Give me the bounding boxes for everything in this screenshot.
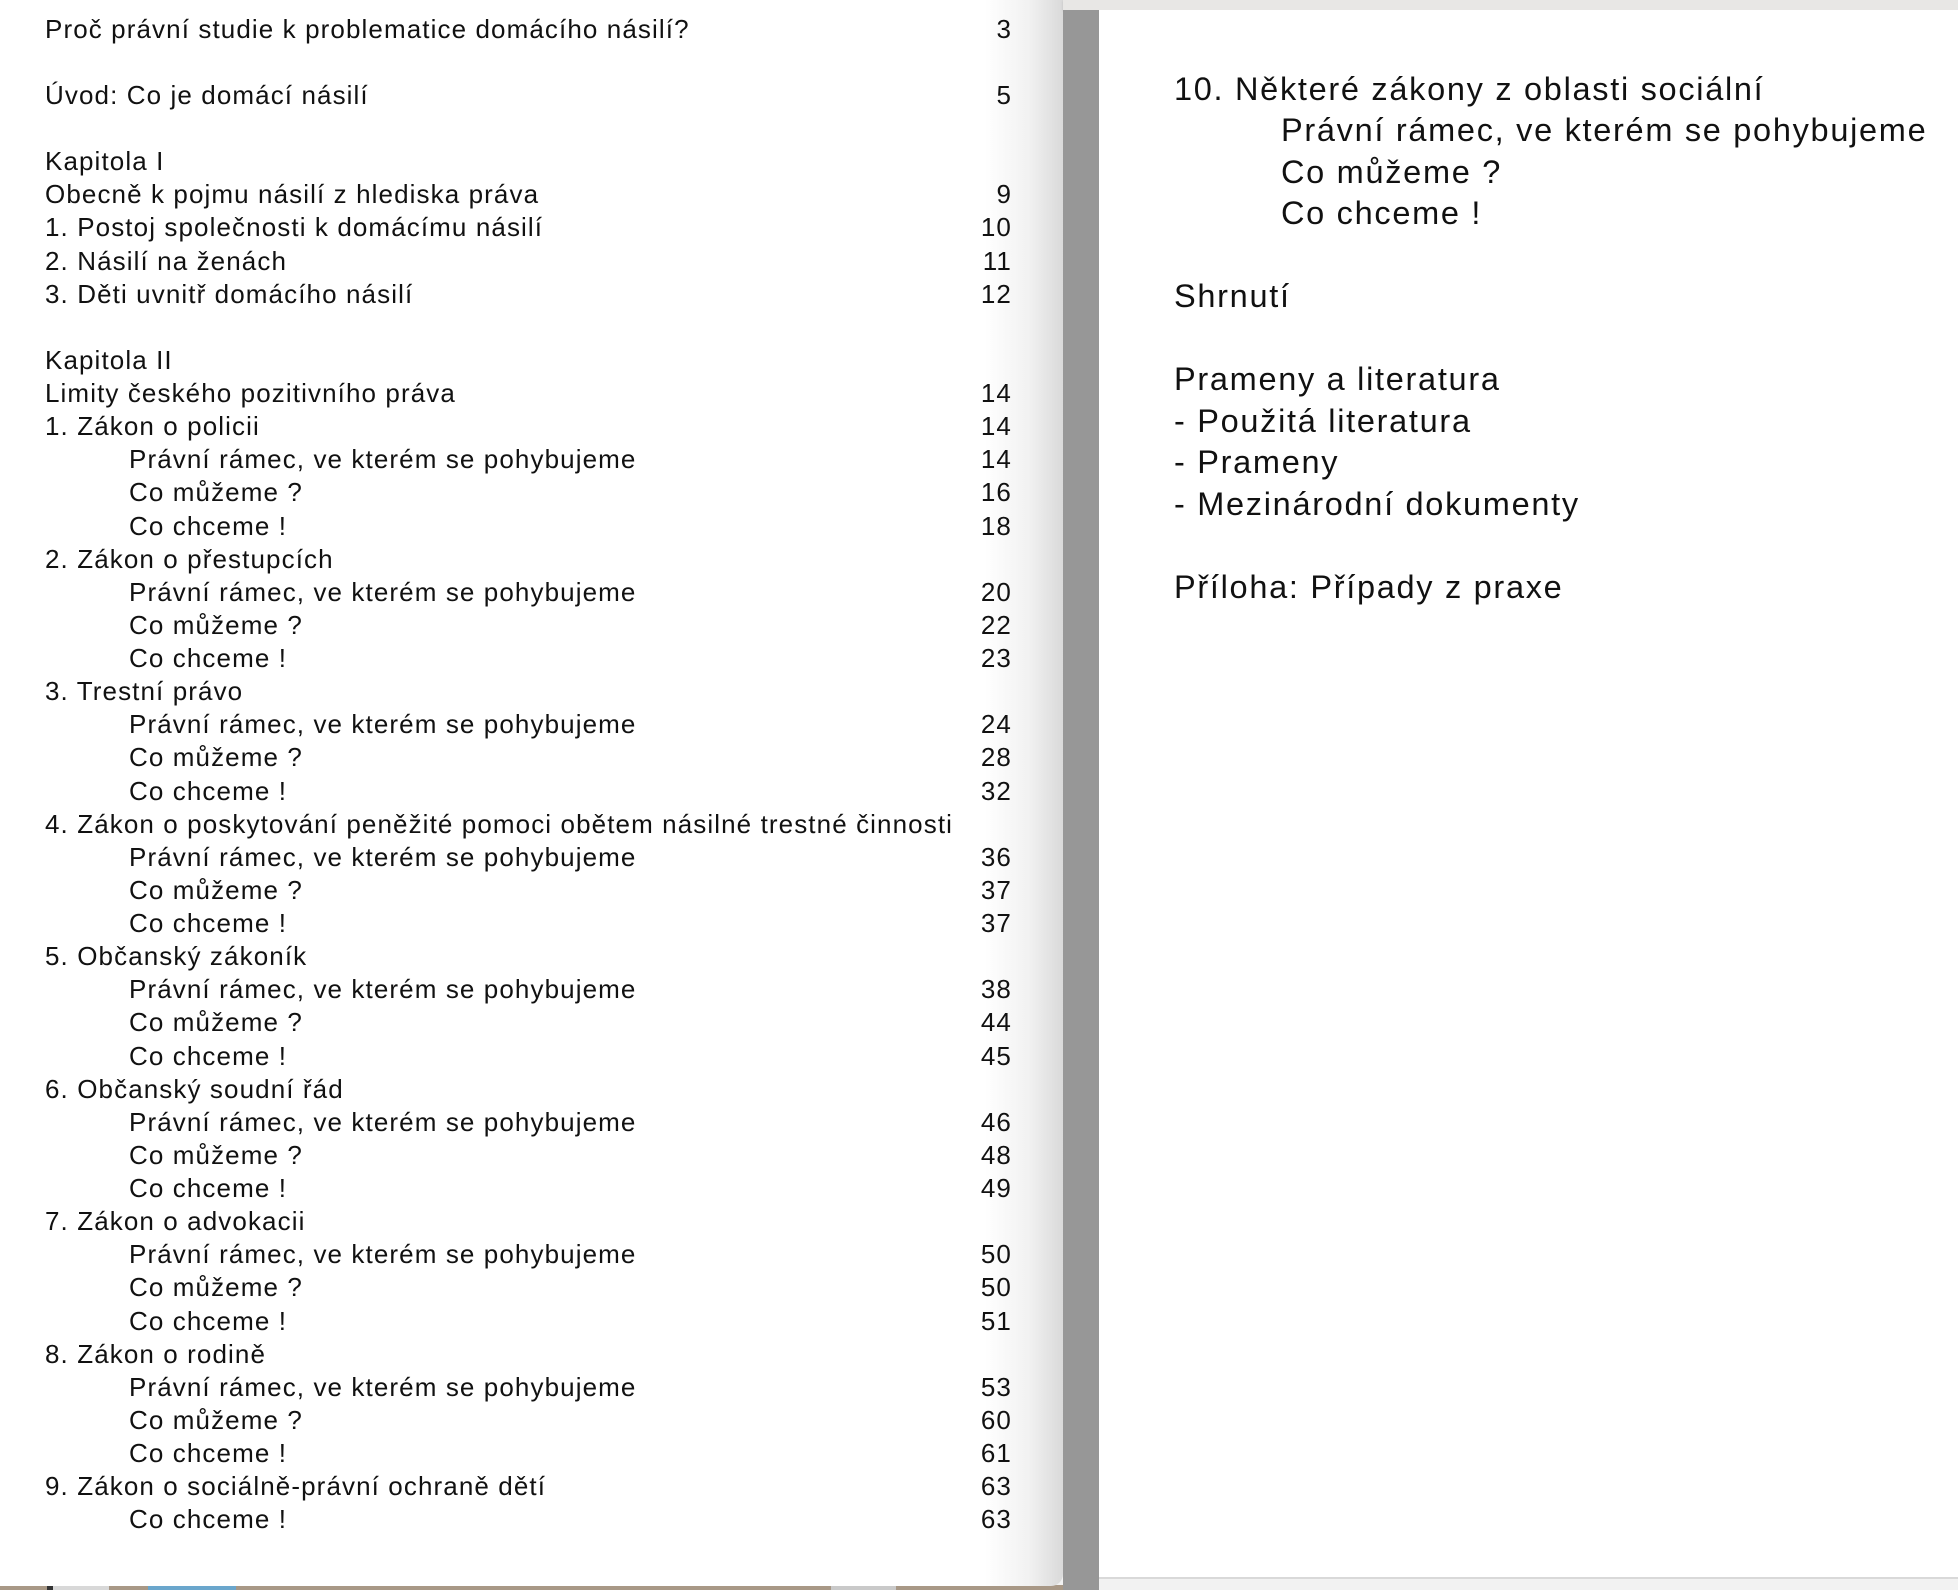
toc-subentry (45, 874, 1012, 907)
toc-page-number: 14 (980, 411, 1012, 442)
toc-entry-title: Co můžeme ? (129, 477, 303, 508)
toc-entry (45, 145, 1012, 178)
toc-page-number: 50 (980, 1272, 1012, 1303)
toc-subentry (45, 741, 1012, 774)
toc-entry-title: Co chceme ! (1281, 195, 1483, 231)
toc-entry-title: Právní rámec, ve kterém se pohybujeme (129, 709, 637, 740)
toc-entry-title: Limity českého pozitivního práva (45, 378, 456, 409)
toc-entry-title: Co můžeme ? (129, 609, 303, 640)
toc-entry (1174, 276, 1958, 318)
toc-subentry (45, 973, 1012, 1006)
toc-page-number: 28 (980, 742, 1012, 773)
toc-entry-title: 2. Zákon o přestupcích (45, 543, 334, 574)
toc-page-number: 63 (980, 1504, 1012, 1535)
toc-section (1174, 567, 1958, 609)
toc-subentry (45, 1172, 1012, 1205)
toc-entry-title: Co chceme ! (129, 1438, 288, 1469)
toc-page-number: 12 (980, 278, 1012, 309)
toc-entry-title: Právní rámec, ve kterém se pohybujeme (129, 841, 637, 872)
toc-subentry (45, 609, 1012, 642)
toc-subentry (45, 576, 1012, 609)
table-of-contents-left (45, 13, 1012, 1537)
toc-page-number: 51 (980, 1305, 1012, 1336)
toc-entry (1174, 567, 1958, 609)
toc-entry-title: Právní rámec, ve kterém se pohybujeme (129, 576, 637, 607)
toc-entry-title: - Použitá literatura (1174, 402, 1472, 439)
toc-entry-title: Co chceme ! (129, 775, 288, 806)
toc-entry-title: Co můžeme ? (129, 1404, 303, 1435)
toc-page-number: 10 (980, 212, 1012, 243)
toc-page-number: 11 (982, 245, 1012, 276)
toc-entry (45, 1205, 1012, 1238)
toc-page-number: 38 (980, 974, 1012, 1005)
toc-page-number: 24 (980, 709, 1012, 740)
toc-entry (45, 1338, 1012, 1371)
toc-entry-title: Co můžeme ? (129, 742, 303, 773)
toc-page-number: 23 (980, 643, 1012, 674)
toc-entry-title: 1. Zákon o policii (45, 411, 260, 442)
toc-entry-title: Co můžeme ? (129, 1272, 303, 1303)
toc-entry-title: Prameny a literatura (1174, 361, 1501, 397)
toc-entry-title: Co můžeme ? (129, 874, 303, 905)
toc-subentry (45, 443, 1012, 476)
toc-entry (45, 543, 1012, 576)
toc-section (45, 13, 1012, 46)
toc-entry (1174, 442, 1958, 484)
toc-page-number: 60 (980, 1404, 1012, 1435)
toc-subentry (45, 775, 1012, 808)
toc-entry (45, 410, 1012, 443)
toc-entry-title: Co můžeme ? (1281, 153, 1502, 190)
toc-subentry (1174, 152, 1958, 194)
toc-page-number: 14 (980, 444, 1012, 475)
toc-entry-title: - Prameny (1174, 444, 1340, 480)
toc-entry (1174, 484, 1958, 526)
toc-page-number: 22 (980, 609, 1012, 640)
toc-entry-title: Co chceme ! (129, 643, 288, 674)
toc-entry-title: 8. Zákon o rodině (45, 1338, 267, 1369)
toc-entry (45, 377, 1012, 410)
toc-entry (45, 940, 1012, 973)
toc-page-number: 61 (980, 1438, 1012, 1469)
toc-entry-title: Právní rámec, ve kterém se pohybujeme (129, 974, 637, 1005)
toc-subentry (45, 1437, 1012, 1470)
toc-entry-title: 3. Trestní právo (45, 676, 244, 707)
toc-entry (45, 344, 1012, 377)
toc-subentry (45, 841, 1012, 874)
toc-entry-title: 9. Zákon o sociálně-právní ochraně dětí (45, 1471, 547, 1502)
toc-entry-title: Shrnutí (1174, 278, 1291, 314)
toc-subentry (45, 1238, 1012, 1271)
toc-entry (45, 178, 1012, 211)
toc-entry-title: 5. Občanský zákoník (45, 941, 308, 972)
toc-entry-title: 2. Násilí na ženách (45, 245, 288, 276)
toc-subentry (45, 907, 1012, 940)
toc-page-number: 53 (980, 1371, 1012, 1402)
toc-page-number: 32 (980, 775, 1012, 806)
toc-entry-title: 1. Postoj společnosti k domácímu násilí (45, 212, 544, 243)
toc-page-number: 3 (996, 13, 1012, 44)
toc-page-number: 14 (980, 378, 1012, 409)
toc-page-number: 18 (980, 510, 1012, 541)
toc-entry-title: 4. Zákon o poskytování peněžité pomoci obětem násilné trestné činnosti (45, 808, 954, 839)
toc-entry-title: Obecně k pojmu násilí z hlediska práva (45, 179, 540, 210)
toc-page-number: 5 (996, 79, 1012, 110)
toc-entry (45, 79, 1012, 112)
toc-subentry (45, 1371, 1012, 1404)
toc-subentry (45, 1305, 1012, 1338)
toc-page-number: 45 (980, 1040, 1012, 1071)
toc-entry-title: Právní rámec, ve kterém se pohybujeme (129, 444, 637, 475)
toc-page-number: 63 (980, 1471, 1012, 1502)
toc-subentry (45, 476, 1012, 509)
toc-subentry (45, 510, 1012, 543)
toc-page-number: 16 (980, 477, 1012, 508)
toc-section (1174, 359, 1958, 525)
toc-page-number: 49 (980, 1173, 1012, 1204)
toc-entry-title: Co chceme ! (129, 908, 288, 939)
toc-page-number: 50 (980, 1239, 1012, 1270)
toc-section (1174, 69, 1958, 235)
toc-entry-title: Právní rámec, ve kterém se pohybujeme (1281, 112, 1928, 148)
toc-subentry (45, 1106, 1012, 1139)
toc-entry (45, 808, 1012, 841)
toc-section (45, 344, 1012, 1537)
toc-entry-title: Právní rámec, ve kterém se pohybujeme (129, 1106, 637, 1137)
toc-entry-title: Právní rámec, ve kterém se pohybujeme (129, 1239, 637, 1270)
toc-entry-title: Co chceme ! (129, 1504, 288, 1535)
toc-entry-title: Kapitola II (45, 344, 173, 375)
toc-page-number: 37 (980, 908, 1012, 939)
toc-entry-title: - Mezinárodní dokumenty (1174, 485, 1580, 522)
toc-entry (1174, 359, 1958, 401)
toc-entry (45, 1073, 1012, 1106)
toc-page-number: 37 (980, 874, 1012, 905)
toc-entry-title: Co chceme ! (129, 1173, 288, 1204)
toc-subentry (45, 1006, 1012, 1039)
toc-entry (45, 13, 1012, 46)
toc-subentry (45, 642, 1012, 675)
toc-subentry (1174, 110, 1958, 152)
toc-section (45, 79, 1012, 112)
toc-entry-title: Úvod: Co je domácí násilí (45, 79, 369, 110)
toc-page-number: 44 (980, 1007, 1012, 1038)
toc-subentry (45, 708, 1012, 741)
toc-subentry (1174, 193, 1958, 235)
toc-entry-title: Co chceme ! (129, 1040, 288, 1071)
toc-entry-title: Co chceme ! (129, 510, 288, 541)
toc-subentry (45, 1040, 1012, 1073)
right-document-page (1099, 10, 1958, 1579)
toc-page-number: 9 (996, 179, 1012, 210)
toc-subentry (45, 1139, 1012, 1172)
toc-section (45, 145, 1012, 311)
toc-entry (45, 675, 1012, 708)
toc-page-number: 48 (980, 1139, 1012, 1170)
toc-entry (45, 278, 1012, 311)
toc-entry-title: Kapitola I (45, 146, 165, 177)
toc-entry-title: Co chceme ! (129, 1305, 288, 1336)
toc-subentry (45, 1271, 1012, 1304)
toc-entry-title: Co můžeme ? (129, 1007, 303, 1038)
toc-entry (45, 211, 1012, 244)
toc-entry (1174, 401, 1958, 443)
toc-entry-title: 7. Zákon o advokacii (45, 1206, 306, 1237)
toc-page-number: 20 (980, 576, 1012, 607)
toc-entry-title: 6. Občanský soudní řád (45, 1073, 344, 1104)
toc-entry-title: 10. Některé zákony z oblasti sociální (1174, 70, 1765, 107)
toc-page-number: 36 (980, 841, 1012, 872)
toc-entry-title: Příloha: Případy z praxe (1174, 568, 1564, 605)
toc-entry-title: Právní rámec, ve kterém se pohybujeme (129, 1371, 637, 1402)
toolbar-strip (1063, 0, 1958, 10)
toc-entry-title: Proč právní studie k problematice domácího násilí? (45, 13, 690, 44)
toc-entry (1174, 69, 1958, 111)
toc-subentry (45, 1404, 1012, 1437)
toc-page-number: 46 (980, 1106, 1012, 1137)
toc-entry-title: 3. Děti uvnitř domácího násilí (45, 278, 414, 309)
toc-entry-title: Co můžeme ? (129, 1139, 303, 1170)
toc-entry (45, 1470, 1012, 1503)
toc-entry (45, 245, 1012, 278)
toc-section (1174, 276, 1958, 318)
table-of-contents-right (1174, 69, 1958, 609)
page-gutter (1063, 10, 1099, 1590)
toc-subentry (45, 1503, 1012, 1536)
